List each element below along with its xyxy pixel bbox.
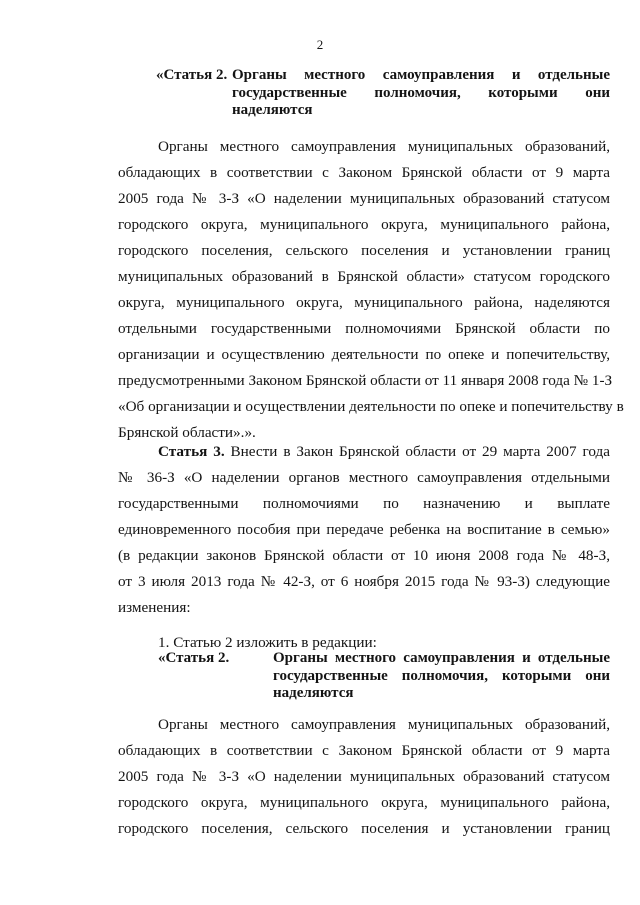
- body-line: обладающих в соответствии с Законом Брянской области от 9 марта: [118, 164, 610, 181]
- body-line: отдельными государственными полномочиями Брянской области по: [118, 320, 610, 337]
- quoted-article-2-label: «Статья 2.: [158, 650, 230, 666]
- body-line: изменения:: [118, 599, 191, 616]
- body-line: городского поселения, сельского поселения и установлении границ: [118, 242, 610, 259]
- body-line: городского поселения, сельского поселения и установлении границ: [118, 820, 610, 837]
- article-2-label: «Статья 2.: [156, 67, 228, 83]
- body-line: обладающих в соответствии с Законом Брянской области от 9 марта: [118, 742, 610, 759]
- quoted-article-2-title-line: Органы местного самоуправления и отдельные: [273, 650, 610, 666]
- item-1-line: 1. Статью 2 изложить в редакции:: [158, 634, 377, 651]
- body-line: государственными полномочиями по назначению и выплате: [118, 495, 610, 512]
- body-line: (в редакции законов Брянской области от 10 июня 2008 года № 48-З,: [118, 547, 610, 564]
- body-line: № 36-З «О наделении органов местного самоуправления отдельными: [118, 469, 610, 486]
- article-2-body: [118, 134, 624, 446]
- quoted-article-2-title-line: наделяются: [273, 685, 354, 701]
- body-line: городского округа, муниципального округа, муниципального района,: [118, 794, 610, 811]
- quoted-article-2-title-line: государственные полномочия, которыми они: [273, 667, 610, 684]
- body-line: Органы местного самоуправления муниципальных образований,: [158, 716, 610, 733]
- body-line: округа, муниципального округа, муниципального района, наделяются: [118, 294, 610, 311]
- body-line: Органы местного самоуправления муниципальных образований,: [158, 138, 610, 155]
- body-line: организации и осуществлению деятельности по опеке и попечительству,: [118, 346, 610, 363]
- article-2-title-line: Органы местного самоуправления и отдельные: [232, 67, 610, 83]
- body-line: муниципальных образований в Брянской области» статусом городского: [118, 268, 610, 285]
- page-number: 2: [316, 37, 324, 52]
- article-3-first-line: [118, 439, 610, 465]
- body-line: 2005 года № 3-З «О наделении муниципальных образований статусом: [118, 190, 610, 207]
- article-2-title-line: наделяются: [232, 102, 313, 118]
- body-line: городского округа, муниципального округа, муниципального района,: [118, 216, 610, 233]
- body-line: предусмотренными Законом Брянской области от 11 января 2008 года № 1-З: [118, 372, 613, 389]
- article-2-title-line: государственные полномочия, которыми они: [232, 84, 610, 101]
- body-line: единовременного пособия при передаче ребенка на воспитание в семью»: [118, 521, 610, 538]
- article-3-body: [118, 439, 610, 656]
- body-line: от 3 июля 2013 года № 42-З, от 6 ноября 2015 года № 93-З) следующие: [118, 573, 610, 590]
- quoted-article-2-title: [273, 650, 610, 703]
- quoted-article-2-body: [118, 712, 610, 842]
- article-3-first-line-text: Внести в Закон Брянской области от 29 марта 2007 года: [230, 443, 610, 460]
- body-line: «Об организации и осуществлении деятельности по опеке и попечительству в: [118, 398, 624, 415]
- article-3-label: Статья 3.: [158, 443, 225, 460]
- article-2-title: [232, 67, 610, 120]
- body-line: 2005 года № 3-З «О наделении муниципальных образований статусом: [118, 768, 610, 785]
- body-line: Брянской области».».: [118, 424, 256, 441]
